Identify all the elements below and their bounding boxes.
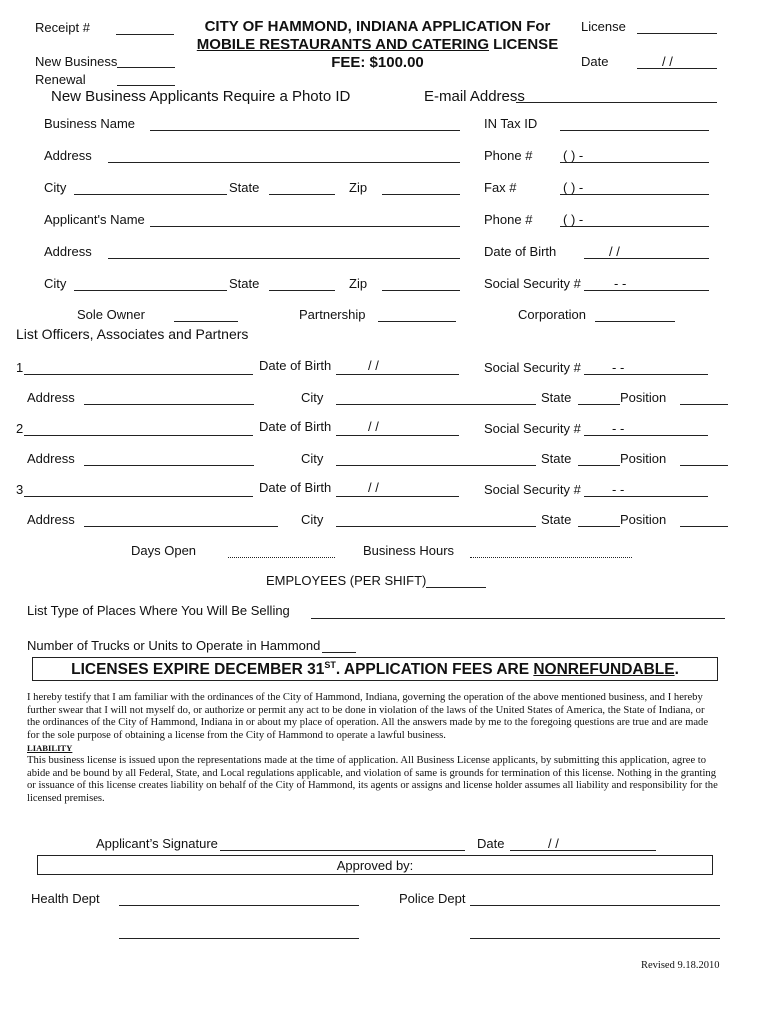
officer-2-name-field[interactable] xyxy=(24,435,253,436)
officer-1-city-label: City xyxy=(301,390,324,405)
business-address-label: Address xyxy=(44,148,92,163)
applicant-phone-label: Phone # xyxy=(484,212,533,227)
tax-id-label: IN Tax ID xyxy=(484,116,538,131)
expiry-notice-sup: ST xyxy=(324,660,336,670)
officer-2-ssn-field[interactable] xyxy=(584,435,708,436)
applicant-address-label: Address xyxy=(44,244,92,259)
health-dept-field[interactable] xyxy=(119,905,359,906)
officer-1-ssn-field[interactable] xyxy=(584,374,708,375)
date-label: Date xyxy=(581,54,609,69)
days-open-field[interactable] xyxy=(228,557,335,558)
officer-1-position-label: Position xyxy=(620,390,667,405)
officer-3-city-field[interactable] xyxy=(336,526,536,527)
officer-2-state-field[interactable] xyxy=(578,465,620,466)
business-name-label: Business Name xyxy=(44,116,136,131)
expiry-notice-nonrefundable: NONREFUNDABLE xyxy=(533,661,675,679)
form-fee: FEE: $100.00 xyxy=(331,54,424,71)
applicant-zip-label: Zip xyxy=(349,276,368,291)
applicant-zip-field[interactable] xyxy=(382,290,460,291)
applicant-name-field[interactable] xyxy=(150,226,460,227)
officer-2-city-label: City xyxy=(301,451,324,466)
officer-1-state-label: State xyxy=(541,390,572,405)
applicant-city-label: City xyxy=(44,276,67,291)
places-label: List Type of Places Where You Will Be Selling xyxy=(27,603,290,618)
officer-3-address-field[interactable] xyxy=(84,526,278,527)
email-label: E-mail Address xyxy=(424,88,525,105)
officer-2-ssn-format: - - xyxy=(612,421,625,436)
health-dept-field-2[interactable] xyxy=(119,938,359,939)
form-title-license: LICENSE xyxy=(489,36,559,53)
officer-2-position-field[interactable] xyxy=(680,465,728,466)
receipt-field[interactable] xyxy=(116,34,174,35)
applicant-state-label: State xyxy=(229,276,260,291)
officer-2-address-field[interactable] xyxy=(84,465,254,466)
legal-text-block xyxy=(27,692,719,805)
applicant-phone-format: ( ) - xyxy=(563,212,584,227)
new-business-label: New Business xyxy=(35,54,118,69)
officer-1-ssn-label: Social Security # xyxy=(484,360,581,375)
business-fax-format: ( ) - xyxy=(563,180,584,195)
business-zip-label: Zip xyxy=(349,180,368,195)
sole-owner-label: Sole Owner xyxy=(77,307,145,322)
renewal-field[interactable] xyxy=(117,85,175,86)
email-field[interactable] xyxy=(516,102,717,103)
expiry-notice xyxy=(32,661,718,678)
license-label: License xyxy=(581,19,626,34)
form-title-line2 xyxy=(175,37,580,52)
corporation-label: Corporation xyxy=(518,307,586,322)
officer-3-position-label: Position xyxy=(620,512,667,527)
employees-field[interactable] xyxy=(426,587,486,588)
employees-label: EMPLOYEES (PER SHIFT) xyxy=(266,573,427,588)
health-dept-label: Health Dept xyxy=(31,891,100,906)
date-field[interactable] xyxy=(637,68,717,69)
new-business-field[interactable] xyxy=(117,67,175,68)
officer-1-state-field[interactable] xyxy=(578,404,620,405)
days-open-label: Days Open xyxy=(131,543,197,558)
officer-2-dob-label: Date of Birth xyxy=(259,419,332,434)
testimony-paragraph: I hereby testify that I am familiar with the ordinances of the City of Hammond, Indiana, governing the operation of the above mentioned business, and I hereby further swear that I will not myself do, or authorize or permit any act to be done in violation of the laws of the United States of America, the State of Indiana, or the ordinances of the City of Hammond, Indiana in or about my place of operation. All the answers made by me to the foregoing questions are true and are made for the sole purpose of obtaining a license from the City of Hammond to operate a lawful business. xyxy=(27,692,709,741)
applicant-ssn-label: Social Security # xyxy=(484,276,581,291)
officer-1-name-field[interactable] xyxy=(24,374,253,375)
officer-3-name-field[interactable] xyxy=(24,496,253,497)
applicant-name-label: Applicant's Name xyxy=(44,212,145,227)
liability-paragraph: This business license is issued upon the representations made at the time of application. All Business License applicants, by submitting this application, agree to abide and be bound by all Federal, State, and Local regulations applicable, and violation of same is grounds for termination of this license. Nothing in the granting or issuance of this license creates liability on behalf of the City of Hammond, its agents or assigns and license holder assumes all liability and responsibility for the licensed premises. xyxy=(27,754,718,804)
business-fax-label: Fax # xyxy=(484,180,517,195)
officer-3-state-label: State xyxy=(541,512,572,527)
applicant-address-field[interactable] xyxy=(108,258,460,259)
officer-2-dob-format: / / xyxy=(368,419,379,434)
business-hours-field[interactable] xyxy=(470,557,632,558)
business-state-label: State xyxy=(229,180,260,195)
applicant-dob-format: / / xyxy=(609,244,620,259)
officer-3-address-label: Address xyxy=(27,512,75,527)
officer-1-address-field[interactable] xyxy=(84,404,254,405)
officer-1-position-field[interactable] xyxy=(680,404,728,405)
signature-date-field[interactable] xyxy=(510,850,656,851)
officer-1-address-label: Address xyxy=(27,390,75,405)
liability-heading: LIABILITY xyxy=(27,743,73,754)
business-address-field[interactable] xyxy=(108,162,460,163)
officer-2-address-label: Address xyxy=(27,451,75,466)
business-city-field[interactable] xyxy=(74,194,227,195)
partnership-field[interactable] xyxy=(378,321,456,322)
applicant-state-field[interactable] xyxy=(269,290,335,291)
expiry-notice-part4: . xyxy=(674,661,679,679)
applicant-ssn-field[interactable] xyxy=(584,290,709,291)
officer-2-state-label: State xyxy=(541,451,572,466)
officer-1-dob-format: / / xyxy=(368,358,379,373)
officer-2-ssn-label: Social Security # xyxy=(484,421,581,436)
officer-2-position-label: Position xyxy=(620,451,667,466)
business-phone-format: ( ) - xyxy=(563,148,584,163)
date-format: / / xyxy=(662,54,673,69)
business-phone-label: Phone # xyxy=(484,148,533,163)
applicant-signature-field[interactable] xyxy=(220,850,465,851)
form-title-line1: CITY OF HAMMOND, INDIANA APPLICATION For xyxy=(204,18,551,35)
officer-3-city-label: City xyxy=(301,512,324,527)
applicant-dob-label: Date of Birth xyxy=(484,244,557,259)
revised-date: Revised 9.18.2010 xyxy=(641,960,720,971)
officer-3-position-field[interactable] xyxy=(680,526,728,527)
places-field[interactable] xyxy=(311,618,725,619)
renewal-label: Renewal xyxy=(35,72,86,87)
officer-1-city-field[interactable] xyxy=(336,404,536,405)
tax-id-field[interactable] xyxy=(560,130,709,131)
applicant-ssn-format: - - xyxy=(614,276,627,291)
expiry-notice-part2: . APPLICATION FEES ARE xyxy=(335,661,534,679)
trucks-label: Number of Trucks or Units to Operate in Hammond xyxy=(27,638,321,653)
officer-3-dob-field[interactable] xyxy=(336,496,459,497)
officer-3-number: 3 xyxy=(16,482,24,497)
signature-date-format: / / xyxy=(548,836,559,851)
police-dept-field[interactable] xyxy=(470,905,720,906)
officer-1-dob-field[interactable] xyxy=(336,374,459,375)
signature-date-label: Date xyxy=(477,836,505,851)
sole-owner-field[interactable] xyxy=(174,321,238,322)
applicant-city-field[interactable] xyxy=(74,290,227,291)
business-state-field[interactable] xyxy=(269,194,335,195)
officer-3-ssn-label: Social Security # xyxy=(484,482,581,497)
police-dept-field-2[interactable] xyxy=(470,938,720,939)
officer-3-ssn-format: - - xyxy=(612,482,625,497)
business-hours-label: Business Hours xyxy=(363,543,455,558)
officer-2-dob-field[interactable] xyxy=(336,435,459,436)
business-name-field[interactable] xyxy=(150,130,460,131)
license-field[interactable] xyxy=(637,33,717,34)
approved-by-label: Approved by: xyxy=(336,858,414,873)
officer-3-state-field[interactable] xyxy=(578,526,620,527)
officer-2-city-field[interactable] xyxy=(336,465,536,466)
applicant-dob-field[interactable] xyxy=(584,258,709,259)
business-city-label: City xyxy=(44,180,67,195)
form-title-mobile: MOBILE RESTAURANTS AND CATERING xyxy=(196,36,490,53)
police-dept-label: Police Dept xyxy=(399,891,466,906)
officer-2-number: 2 xyxy=(16,421,24,436)
officers-heading: List Officers, Associates and Partners xyxy=(16,326,249,342)
officer-3-dob-label: Date of Birth xyxy=(259,480,332,495)
officer-3-ssn-field[interactable] xyxy=(584,496,708,497)
partnership-label: Partnership xyxy=(299,307,366,322)
business-zip-field[interactable] xyxy=(382,194,460,195)
applicant-signature-label: Applicant’s Signature xyxy=(96,836,218,851)
photo-id-note: New Business Applicants Require a Photo ID xyxy=(51,88,351,105)
expiry-notice-part1: LICENSES EXPIRE DECEMBER 31 xyxy=(71,661,325,679)
officer-1-dob-label: Date of Birth xyxy=(259,358,332,373)
receipt-label: Receipt # xyxy=(35,20,90,35)
officer-1-ssn-format: - - xyxy=(612,360,625,375)
officer-3-dob-format: / / xyxy=(368,480,379,495)
corporation-field[interactable] xyxy=(595,321,675,322)
trucks-field[interactable] xyxy=(322,652,356,653)
officer-1-number: 1 xyxy=(16,360,24,375)
